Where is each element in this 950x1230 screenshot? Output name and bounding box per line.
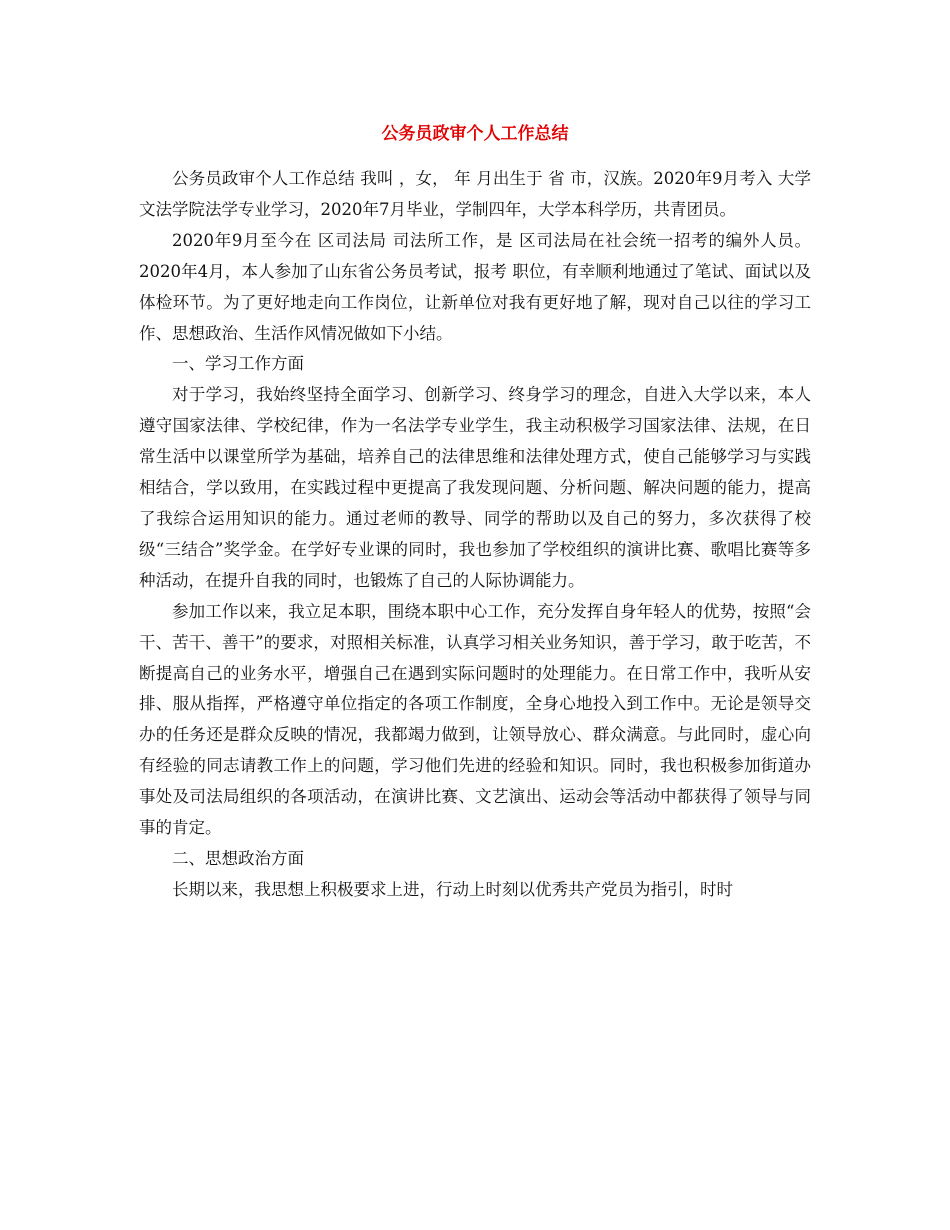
document-body	[139, 164, 811, 906]
paragraph-study: 对于学习，我始终坚持全面学习、创新学习、终身学习的理念，自进入大学以来，本人遵守国家法律、学校纪律，作为一名法学专业学生，我主动积极学习国家法律、法规，在日常生活中以课堂所学为基础，培养自己的法律思维和法律处理方式，使自己能够学习与实践相结合，学以致用，在实践过程中更提高了我发现问题、分析问题、解决问题的能力，提高了我综合运用知识的能力。通过老师的教导、同学的帮助以及自己的努力，多次获得了校级“三结合”奖学金。在学好专业课的同时，我也参加了学校组织的演讲比赛、歌唱比赛等多种活动，在提升自我的同时，也锻炼了自己的人际协调能力。	[139, 385, 811, 590]
section-heading-political: 二、思想政治方面	[172, 848, 304, 868]
document-title: 公务员政审个人工作总结	[381, 124, 569, 144]
paragraph-political: 长期以来，我思想上积极要求上进，行动上时刻以优秀共产党员为指引，时时	[172, 879, 733, 899]
paragraph-work: 参加工作以来，我立足本职，围绕本职中心工作，充分发挥自身年轻人的优势，按照“会干、苦干、善干”的要求，对照相关标准，认真学习相关业务知识，善于学习，敢于吃苦，不断提高自己的业务水平，增强自己在遇到实际问题时的处理能力。在日常工作中，我听从安排、服从指挥，严格遵守单位指定的各项工作制度，全身心地投入到工作中。无论是领导交办的任务还是群众反映的情况，我都竭力做到，让领导放心、群众满意。与此同时，虚心向有经验的同志请教工作上的问题，学习他们先进的经验和知识。同时，我也积极参加街道办事处及司法局组织的各项活动，在演讲比赛、文艺演出、运动会等活动中都获得了领导与同事的肯定。	[139, 601, 811, 838]
paragraph-work-history: 2020年9月至今在 区司法局 司法所工作，是 区司法局在社会统一招考的编外人员。2020年4月，本人参加了山东省公务员考试，报考 职位，有幸顺利地通过了笔试、面试以及体检环节。为了更好地走向工作岗位，让新单位对我有更好地了解，现对自己以往的学习工作、思想政治、生活作风情况做如下小结。	[139, 230, 811, 343]
section-heading-study-work: 一、学习工作方面	[172, 354, 304, 374]
paragraph-intro: 公务员政审个人工作总结 我叫 ，女， 年 月出生于 省 市，汉族。2020年9月考入 大学文法学院法学专业学习，2020年7月毕业，学制四年，大学本科学历，共青团员。	[139, 169, 811, 219]
